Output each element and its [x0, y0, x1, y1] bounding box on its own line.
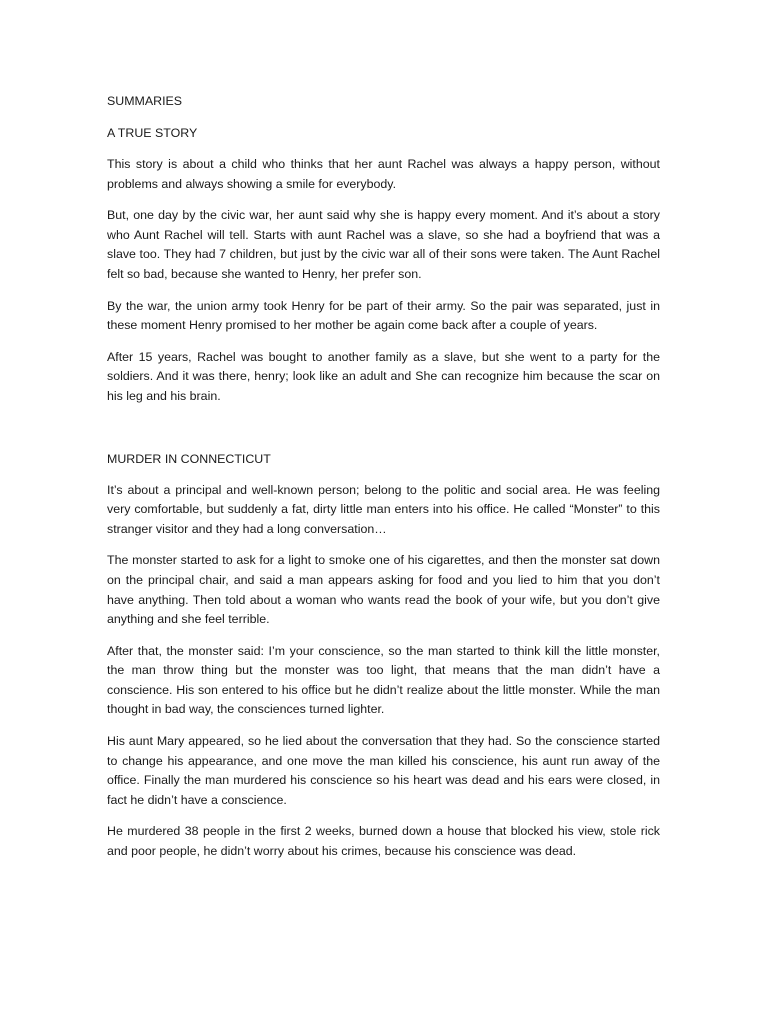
- paragraph: By the war, the union army took Henry for be part of their army. So the pair was separated, just in these moment Henry promised to her mother be again come back after a couple of years.: [107, 298, 660, 333]
- section-heading-murder-in-connecticut: MURDER IN CONNECTICUT: [107, 451, 271, 466]
- paragraph: After that, the monster said: I’m your conscience, so the man started to think kill the little monster, the man throw thing but the monster was too light, that means that the man didn’t have a conscience. His son entered to his office but he didn’t realize about the little monster. While the man thought in bad way, the consciences turned lighter.: [107, 643, 660, 717]
- paragraph: It’s about a principal and well-known person; belong to the politic and social area. He was feeling very comfortable, but suddenly a fat, dirty little man enters into his office. He called “Monster” to this stranger visitor and they had a long conversation…: [107, 482, 660, 536]
- document-body: [107, 91, 660, 874]
- paragraph: His aunt Mary appeared, so he lied about the conversation that they had. So the conscience started to change his appearance, and one move the man killed his conscience, his aunt run away of the office. Finally the man murdered his conscience so his heart was dead and his ears were closed, in fact he didn’t have a conscience.: [107, 734, 660, 807]
- document-title: SUMMARIES: [107, 94, 183, 108]
- paragraph: This story is about a child who thinks that her aunt Rachel was always a happy person, without problems and always showing a smile for everybody.: [107, 157, 660, 191]
- paragraph: He murdered 38 people in the first 2 weeks, burned down a house that blocked his view, stole rick and poor people, he didn’t worry about his crimes, because his conscience was dead.: [107, 824, 660, 859]
- paragraph: But, one day by the civic war, her aunt said why she is happy every moment. And it’s about a story who Aunt Rachel will tell. Starts with aunt Rachel was a slave, so she had a boyfriend that was a slave too. They had 7 children, but just by the civic war all of their sons were taken. The Aunt Rachel felt so bad, because she wanted to Henry, her prefer son.: [107, 208, 660, 281]
- section-spacer: [107, 419, 660, 449]
- paragraph: The monster started to ask for a light to smoke one of his cigarettes, and then the monster sat down on the principal chair, and said a man appears asking for food and you lied to him that you don’t have anything. Then told about a woman who wants read the book of your wife, but you don’t give anything and she feel terrible.: [107, 553, 660, 627]
- paragraph: After 15 years, Rachel was bought to another family as a slave, but she went to a party for the soldiers. And it was there, henry; look like an adult and She can recognize him because the scar on his leg and his brain.: [107, 349, 660, 403]
- section-heading-true-story: A TRUE STORY: [107, 126, 198, 140]
